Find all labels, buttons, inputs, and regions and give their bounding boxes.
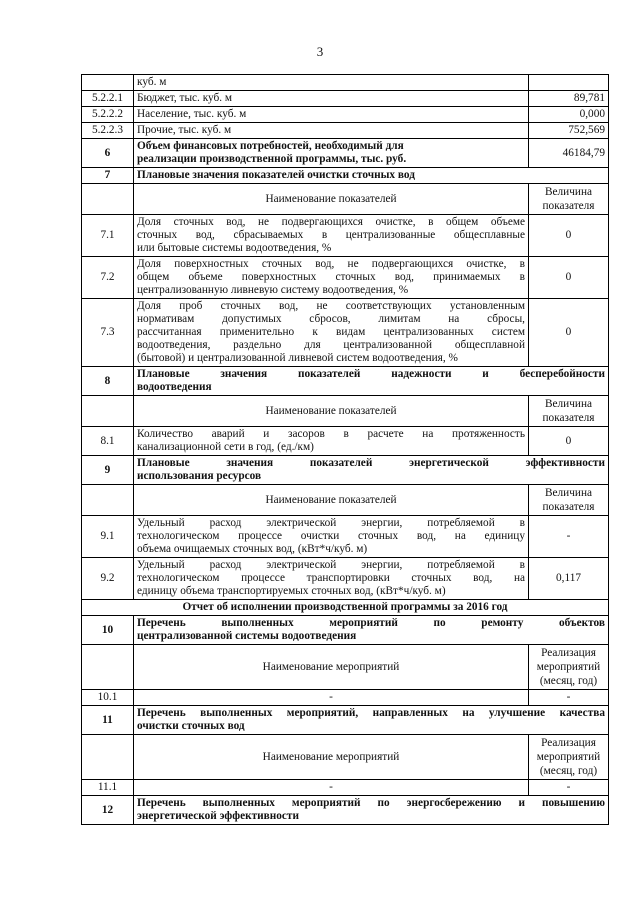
text-line: Доля сточных вод, не подвергающихся очистке, в общем объеме <box>137 216 525 228</box>
row-number <box>82 485 134 516</box>
row-text <box>134 215 529 257</box>
section-title-line: водоотведения <box>137 381 212 393</box>
section-title-line: Объем финансовых потребностей, необходимый для <box>137 140 404 152</box>
header-line: Реализация <box>541 647 596 659</box>
column-header-name: Наименование мероприятий <box>134 735 529 780</box>
section-title-line: энергетической эффективности <box>137 810 299 822</box>
section-title-line: Плановые значения показателей энергетической эффективности <box>137 457 605 469</box>
section-number: 10 <box>82 616 134 645</box>
table-row <box>82 558 609 600</box>
text-line: единицу объема транспортируемых сточных вод, (кВт*ч/куб. м) <box>137 585 446 597</box>
section-title-line: реализации производственной программы, тыс. руб. <box>137 153 407 165</box>
header-row <box>82 396 609 427</box>
section-number: 7 <box>82 168 134 184</box>
text-line: технологическом процессе транспортировки сточных вод, на <box>137 572 525 584</box>
section-row <box>82 456 609 485</box>
table-row <box>82 516 609 558</box>
section-title-line: использования ресурсов <box>137 470 262 482</box>
row-number <box>82 735 134 780</box>
text-line: канализационной сети в год, (ед./км) <box>137 441 314 453</box>
section-row <box>82 706 609 735</box>
row-number <box>82 184 134 215</box>
row-value: 0 <box>529 427 609 456</box>
row-value: - <box>529 516 609 558</box>
section-title <box>134 616 609 645</box>
section-title <box>134 706 609 735</box>
row-number: 9.2 <box>82 558 134 600</box>
table-row <box>82 299 609 367</box>
section-number: 12 <box>82 796 134 825</box>
text-line: Доля проб сточных вод, не соответствующих установленным <box>137 300 525 312</box>
header-line: Реализация <box>541 737 596 749</box>
row-value: 0 <box>529 215 609 257</box>
table-row <box>82 123 609 139</box>
column-header-value <box>529 735 609 780</box>
header-row <box>82 184 609 215</box>
header-line: Величина <box>544 186 593 198</box>
header-line: показателя <box>542 200 595 212</box>
row-text: куб. м <box>134 75 529 91</box>
text-line: централизованную ливневую систему водоотведения, % <box>137 284 409 296</box>
header-line: показателя <box>542 412 595 424</box>
report-heading: Отчет об исполнении производственной программы за 2016 год <box>82 600 609 616</box>
section-title-line: Перечень выполненных мероприятий по энергосбережению и повышению <box>137 797 605 809</box>
row-text <box>134 516 529 558</box>
row-number <box>82 396 134 427</box>
text-line: общем объеме поверхностных сточных вод, принимаемых в <box>137 271 525 283</box>
text-line: рассчитанная применительно к видам централизованных систем <box>137 326 525 338</box>
text-line: или бытовые системы водоотведения, % <box>137 242 332 254</box>
header-line: мероприятий <box>536 751 601 763</box>
column-header-name: Наименование показателей <box>134 396 529 427</box>
row-text <box>134 299 529 367</box>
text-line: объема очищаемых сточных вод, (кВт*ч/куб. м) <box>137 543 368 555</box>
report-heading-row <box>82 600 609 616</box>
section-title-line: централизованной системы водоотведения <box>137 630 357 642</box>
row-text <box>134 558 529 600</box>
column-header-name: Наименование мероприятий <box>134 645 529 690</box>
row-value: 752,569 <box>529 123 609 139</box>
section-number: 6 <box>82 139 134 168</box>
header-row <box>82 645 609 690</box>
section-row <box>82 367 609 396</box>
section-title <box>134 139 529 168</box>
text-line: нормативам допустимых сбросов, лимитам на сбросы, <box>137 313 525 325</box>
section-number: 8 <box>82 367 134 396</box>
column-header-value <box>529 396 609 427</box>
table-row <box>82 91 609 107</box>
row-text <box>134 257 529 299</box>
section-row <box>82 796 609 825</box>
table-row <box>82 427 609 456</box>
column-header-value <box>529 485 609 516</box>
section-row <box>82 139 609 168</box>
section-title-line: Перечень выполненных мероприятий по ремонту объектов <box>137 617 605 629</box>
row-number: 7.1 <box>82 215 134 257</box>
column-header-name: Наименование показателей <box>134 485 529 516</box>
row-value: - <box>529 780 609 796</box>
table-row <box>82 257 609 299</box>
text-line: Удельный расход электрической энергии, потребляемой в <box>137 517 525 529</box>
text-line: водоотведения, раздельно для централизованной общесплавной <box>137 339 525 351</box>
row-value: 0 <box>529 299 609 367</box>
text-line: технологическом процессе очистки сточных вод, на единицу <box>137 530 525 542</box>
row-value: 0 <box>529 257 609 299</box>
header-line: Величина <box>544 398 593 410</box>
row-text: Население, тыс. куб. м <box>134 107 529 123</box>
row-number: 7.2 <box>82 257 134 299</box>
header-line: Величина <box>544 487 593 499</box>
header-row <box>82 485 609 516</box>
table-row <box>82 215 609 257</box>
row-number: 10.1 <box>82 690 134 706</box>
row-text: Прочие, тыс. куб. м <box>134 123 529 139</box>
row-text: Бюджет, тыс. куб. м <box>134 91 529 107</box>
row-value <box>529 75 609 91</box>
section-number: 11 <box>82 706 134 735</box>
text-line: Доля поверхностных сточных вод, не подвергающихся очистке, в <box>137 258 525 270</box>
row-value: - <box>529 690 609 706</box>
text-line: (бытовой) и централизованной ливневой систем водоотведения, % <box>137 352 458 364</box>
section-title-line: Плановые значения показателей надежности и бесперебойности <box>137 368 605 380</box>
row-value: 89,781 <box>529 91 609 107</box>
column-header-value <box>529 645 609 690</box>
row-number: 5.2.2.2 <box>82 107 134 123</box>
row-number: 7.3 <box>82 299 134 367</box>
header-line: (месяц, год) <box>539 675 598 687</box>
row-text: - <box>134 780 529 796</box>
section-title <box>134 456 609 485</box>
row-value: 0,000 <box>529 107 609 123</box>
section-number: 9 <box>82 456 134 485</box>
row-number <box>82 75 134 91</box>
row-value: 46184,79 <box>529 139 609 168</box>
text-line: Количество аварий и засоров в расчете на протяженность <box>137 428 525 440</box>
column-header-value <box>529 184 609 215</box>
row-number <box>82 645 134 690</box>
section-row <box>82 616 609 645</box>
section-title-line: очистки сточных вод <box>137 720 245 732</box>
header-line: мероприятий <box>536 661 601 673</box>
header-line: (месяц, год) <box>539 765 598 777</box>
table-row <box>82 75 609 91</box>
section-title <box>134 367 609 396</box>
section-title-line: Перечень выполненных мероприятий, направленных на улучшение качества <box>137 707 605 719</box>
section-title <box>134 796 609 825</box>
program-table <box>81 74 609 825</box>
row-number: 9.1 <box>82 516 134 558</box>
row-text: - <box>134 690 529 706</box>
row-number: 11.1 <box>82 780 134 796</box>
header-line: показателя <box>542 501 595 513</box>
column-header-name: Наименование показателей <box>134 184 529 215</box>
row-text <box>134 427 529 456</box>
table-row <box>82 690 609 706</box>
section-row <box>82 168 609 184</box>
header-row <box>82 735 609 780</box>
table-row <box>82 780 609 796</box>
row-number: 8.1 <box>82 427 134 456</box>
row-value: 0,117 <box>529 558 609 600</box>
row-number: 5.2.2.1 <box>82 91 134 107</box>
text-line: Удельный расход электрической энергии, потребляемой в <box>137 559 525 571</box>
page-number: 3 <box>316 44 324 59</box>
table-row <box>82 107 609 123</box>
row-number: 5.2.2.3 <box>82 123 134 139</box>
section-title: Плановые значения показателей очистки сточных вод <box>134 168 609 184</box>
text-line: сточных вод, сбрасываемых в централизованные общесплавные <box>137 229 525 241</box>
